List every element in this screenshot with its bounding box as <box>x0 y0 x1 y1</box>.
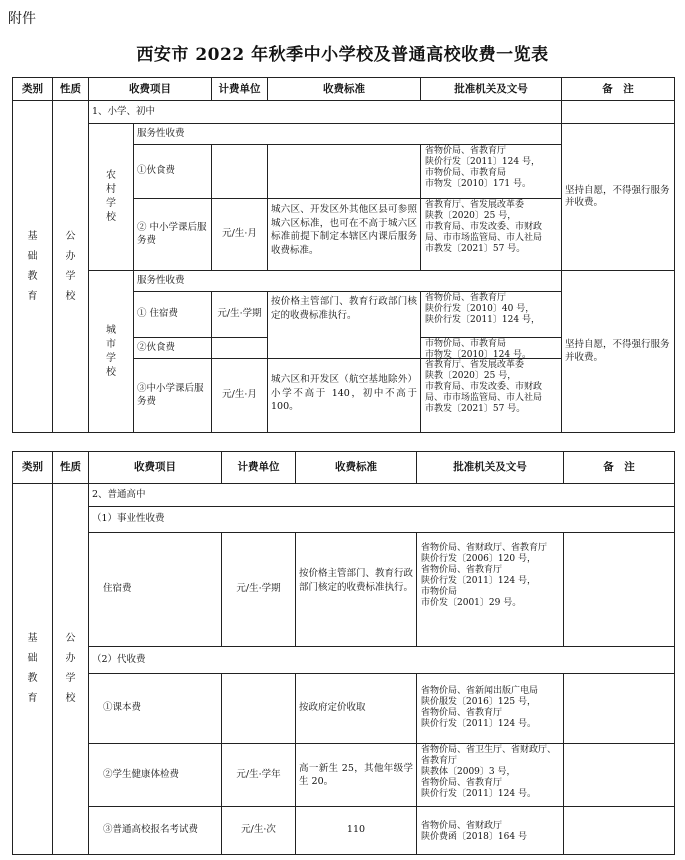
urban-item-1-name: ① 住宿费 <box>133 291 212 338</box>
header-unit: 计费单位 <box>211 77 268 101</box>
category-label: 基础教育 <box>27 230 38 302</box>
item-health-check-remark <box>563 743 675 807</box>
nature2-label: 公办学校 <box>65 633 76 704</box>
urban-school-cell <box>88 270 134 433</box>
item-health-check-authority: 省物价局、省卫生厅、省财政厅、 省教育厅 陕教体〔2009〕3 号， 省物价局、省教育厅 陕价行发〔2011〕124 号。 <box>416 743 564 807</box>
item-exam-fee-name: ③普通高校报名考试费 <box>88 806 222 855</box>
urban-item-1-standard: 按价格主管部门、教育行政部门核定的收费标准执行。 <box>267 291 421 359</box>
urban-item-2-unit <box>211 337 268 359</box>
header2-authority: 批准机关及文号 <box>416 451 564 484</box>
header2-item: 收费项目 <box>88 451 222 484</box>
rural-item-2-unit: 元/生·月 <box>211 198 268 271</box>
rural-item-2-name: ② 中小学课后服务费 <box>133 198 212 271</box>
urban-item-1-authority: 省物价局、省教育厅 陕价行发〔2010〕40 号， 陕价行发〔2011〕124 号， <box>420 291 562 338</box>
urban-item-1-unit: 元/生·学期 <box>211 291 268 338</box>
header2-unit: 计费单位 <box>221 451 296 484</box>
urban-group-label: 服务性收费 <box>133 270 562 292</box>
item-exam-fee-unit: 元/生·次 <box>221 806 296 855</box>
item-accommodation-authority: 省物价局、省财政厅、省教育厅 陕价行发〔2006〕120 号， 省物价局、省教育厅 陕价行发〔2011〕124 号， 市物价局 市价发〔2001〕29 号。 <box>416 532 564 647</box>
item-textbook-authority: 省物价局、省新闻出版广电局 陕价服发〔2016〕125 号， 省物价局、省教育厅 陕价行发〔2011〕124 号。 <box>416 673 564 744</box>
urban-school-label: 城市学校 <box>106 324 116 378</box>
rural-school-label: 农村学校 <box>106 170 116 223</box>
item-health-check-unit: 元/生·学年 <box>221 743 296 807</box>
header-authority: 批准机关及文号 <box>420 77 562 101</box>
rural-item-1-unit <box>211 144 268 199</box>
item-accommodation-unit: 元/生·学期 <box>221 532 296 647</box>
category2-label: 基础教育 <box>27 633 38 704</box>
item-exam-fee-authority: 省物价局、省财政厅 陕价费函〔2018〕164 号 <box>416 806 564 855</box>
urban-item-2-name: ②伙食费 <box>133 337 212 359</box>
header-item: 收费项目 <box>88 77 212 101</box>
header2-remark: 备 注 <box>563 451 675 484</box>
section-remark-empty <box>561 100 675 124</box>
rural-item-2-standard: 城六区、开发区外其他区县可参照城六区标准，也可在不高于城六区标准前提下制定本辖区内课后服务收费标准。 <box>267 198 421 271</box>
attachment-label: 附件 <box>8 11 36 27</box>
item-health-check-name: ②学生健康体检费 <box>88 743 222 807</box>
urban-item-3-standard: 城六区和开发区（航空基地除外）小学不高于 140，初中不高于 100。 <box>267 358 421 433</box>
header-nature: 性质 <box>52 77 89 101</box>
section-senior-high: 2、普通高中 <box>88 483 675 507</box>
rural-remark: 坚持自愿，不得强行服务并收费。 <box>561 123 675 271</box>
urban-item-3-unit: 元/生·月 <box>211 358 268 433</box>
category-cell <box>12 100 53 433</box>
category2-cell <box>12 483 53 855</box>
item-exam-fee-remark <box>563 806 675 855</box>
header-category: 类别 <box>12 77 53 101</box>
urban-remark: 坚持自愿，不得强行服务并收费。 <box>561 270 675 433</box>
item-accommodation-remark <box>563 532 675 647</box>
item-exam-fee-standard: 110 <box>295 806 417 855</box>
nature-label: 公办学校 <box>65 230 76 302</box>
header2-standard: 收费标准 <box>295 451 417 484</box>
item-textbook-standard: 按政府定价收取 <box>295 673 417 744</box>
item-textbook-unit <box>221 673 296 744</box>
header2-category: 类别 <box>12 451 53 484</box>
page-title: 西安市 2022 年秋季中小学校及普通高校收费一览表 <box>136 45 549 65</box>
item-health-check-standard: 高一新生 25，其他年级学生 20。 <box>295 743 417 807</box>
urban-item-3-authority: 省教育厅、省发展改革委 陕教〔2020〕25 号， 市教育局、市发改委、市财政局、市市场监管局、市人社局 市教发〔2021〕57 号。 <box>420 358 562 433</box>
item-accommodation-name: 住宿费 <box>88 532 222 647</box>
header-standard: 收费标准 <box>267 77 421 101</box>
urban-item-3-name: ③中小学课后服务费 <box>133 358 212 433</box>
nature2-cell <box>52 483 89 855</box>
rural-item-1-standard <box>267 144 421 199</box>
rural-group-label: 服务性收费 <box>133 123 562 145</box>
rural-school-cell <box>88 123 134 271</box>
rural-item-1-name: ①伙食费 <box>133 144 212 199</box>
header-remark: 备 注 <box>561 77 675 101</box>
group-collected-fees: （2）代收费 <box>88 646 675 674</box>
rural-item-1-authority: 省物价局、省教育厅 陕价行发〔2011〕124 号， 市物价局、市教育局 市物发〔2010〕171 号。 <box>420 144 562 199</box>
header2-nature: 性质 <box>52 451 89 484</box>
nature-cell <box>52 100 89 433</box>
section-primary-junior: 1、小学、初中 <box>88 100 562 124</box>
urban-item-2-authority: 市物价局、市教育局 市物发〔2010〕124 号。 <box>420 337 562 359</box>
item-textbook-remark <box>563 673 675 744</box>
item-accommodation-standard: 按价格主管部门、教育行政部门核定的收费标准执行。 <box>295 532 417 647</box>
rural-item-2-authority: 省教育厅、省发展改革委 陕教〔2020〕25 号， 市教育局、市发改委、市财政局、市市场监管局、市人社局 市教发〔2021〕57 号。 <box>420 198 562 271</box>
item-textbook-name: ①课本费 <box>88 673 222 744</box>
group-institutional-fees: （1）事业性收费 <box>88 506 675 533</box>
